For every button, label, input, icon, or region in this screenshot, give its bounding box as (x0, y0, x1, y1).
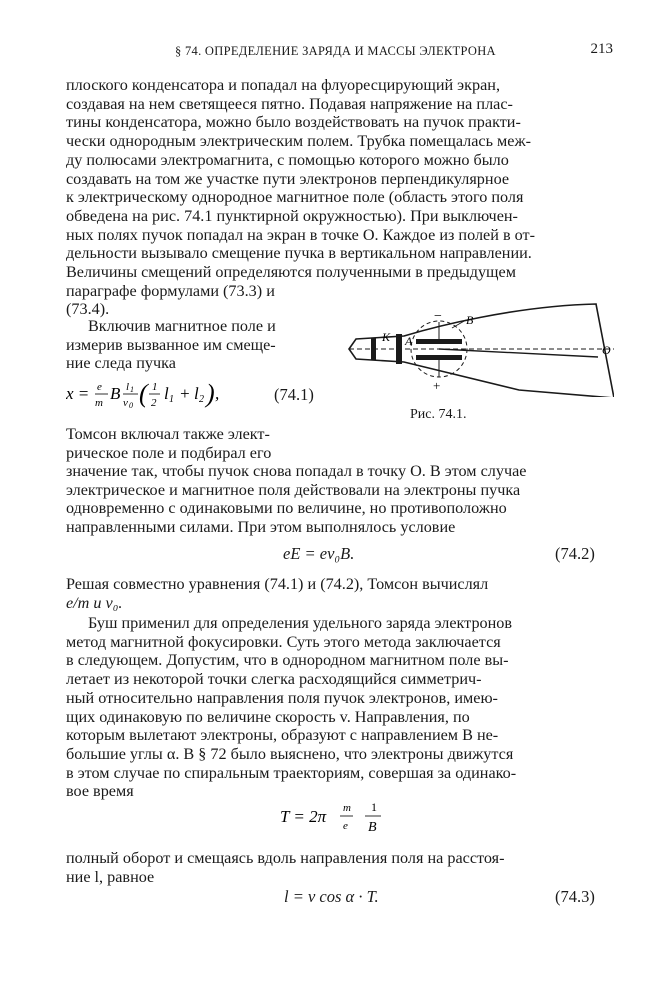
page-number: 213 (590, 41, 613, 57)
svg-text:1: 1 (152, 381, 158, 393)
cathode (371, 338, 376, 360)
label-K: K (382, 330, 391, 344)
electron-beam (439, 349, 598, 357)
label-plus: + (433, 378, 441, 393)
svg-text:x =: x = (66, 384, 90, 403)
label-minus: − (434, 309, 442, 324)
svg-text:(: ( (139, 379, 148, 408)
svg-text:v: v (123, 397, 128, 409)
paragraph-6: полный оборот и смещаясь вдоль направления поля на расстоя- ние l, равное (66, 849, 505, 886)
paragraph-1: плоского конденсатора и попадал на флуоресцирующий экран, создавая на нем светящееся пятно. Подавая напряжение на плас- тины конденсатора, можно было воздействовать на пучок практи- чески однородным электрическим полем. Трубка помещалась меж- ду полюсами электромагнита, с помощью которого можно было создавать на том же участке пути электронов перпендикулярное к электрическому однородное магнитное поле (область этого поля обведена на рис. 74.1 пунктирной окружностью). При выключен- ных полях пучок попадал на экран в точке О. Каждое из полей в от- дельности вызывало смещение пучка в вертикальном направлении. Величины смещений определяются полученными в предыдущем параграфе формулами (73.3) и (73.4). (66, 76, 535, 319)
paragraph-5: Буш применил для определения удельного заряда электронов метод магнитной фокусировки. Суть этого метода заключается в следующем. Допустим, что в однородном магнитном поле вы- летает из некоторой точки слегка расходящийся симметрич- ный относительно направления поля пучок электронов, имею- щих одинаковую по величине скорость v. Направления, по которым вылетают электроны, образуют с направлением B не- большие углы α. В § 72 было выяснено, что электроны движутся в этом случае по спиральным траекториям, совершая за одинако- вое время (66, 614, 517, 801)
formula-74-1-number: (74.1) (274, 385, 314, 404)
formula-74-2: eE = ev₀B. (283, 544, 355, 563)
label-B: B (466, 313, 474, 327)
formula-74-3: l = v cos α · T. (284, 887, 379, 906)
paragraph-2: Включив магнитное поле и измерив вызванное им смеще- ние следа пучка (66, 317, 276, 373)
paragraph-3-wide: значение так, чтобы пучок снова попадал в точку О. В этом случае электрическое и магнитное поля действовали на электроны пучка одновременно с одинаковыми по величине, но противоположно направленными силами. При этом выполнялось условие (66, 462, 527, 537)
paragraph-3-narrow: Томсон включал также элект- рическое поле и подбирал его (66, 425, 272, 462)
svg-text:T = 2π: T = 2π (280, 807, 327, 826)
svg-text:m: m (343, 802, 351, 814)
figure-74-1 (344, 302, 614, 397)
svg-text:0: 0 (129, 401, 133, 410)
upper-plate (416, 339, 462, 344)
svg-text:,: , (215, 384, 220, 403)
paragraph-4: Решая совместно уравнения (74.1) и (74.2), Томсон вычислял e/m и v₀. (66, 575, 489, 612)
svg-text:e: e (343, 820, 348, 832)
formula-74-2-number: (74.2) (555, 544, 595, 563)
label-A: A (405, 334, 413, 348)
svg-text:l: l (194, 384, 199, 403)
lower-plate (416, 355, 462, 360)
svg-text:+: + (179, 384, 191, 403)
svg-text:1: 1 (130, 385, 134, 394)
svg-text:e: e (97, 381, 102, 393)
svg-text:1: 1 (371, 800, 377, 814)
svg-text:m: m (95, 397, 103, 409)
label-O: O (602, 343, 611, 357)
svg-text:l: l (164, 384, 169, 403)
formula-T (280, 796, 400, 838)
chapter-title: § 74. ОПРЕДЕЛЕНИЕ ЗАРЯДА И МАССЫ ЭЛЕКТРОНА (175, 44, 496, 58)
svg-text:B: B (110, 384, 121, 403)
formula-74-3-number: (74.3) (555, 887, 595, 906)
svg-text:2: 2 (151, 397, 157, 409)
svg-text:l: l (126, 381, 130, 393)
formula-74-1 (66, 376, 331, 416)
figure-caption: Рис. 74.1. (410, 407, 467, 422)
svg-text:1: 1 (169, 394, 174, 405)
svg-text:2: 2 (199, 394, 204, 405)
anode (396, 334, 402, 364)
running-header (60, 40, 613, 64)
svg-text:B: B (368, 820, 377, 835)
svg-text:): ) (206, 379, 215, 408)
